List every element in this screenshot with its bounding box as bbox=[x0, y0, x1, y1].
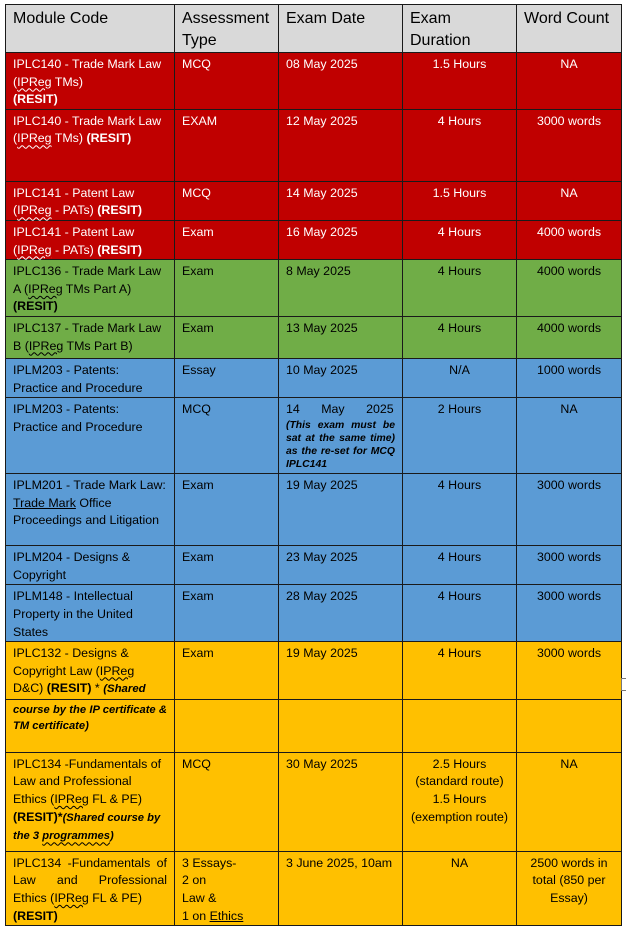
exam-date-cell: 28 May 2025 bbox=[279, 585, 403, 642]
exam-duration-cell: N/A bbox=[403, 358, 517, 397]
word-count-cell: 3000 words bbox=[517, 642, 622, 700]
word-count-cell: 4000 words bbox=[517, 316, 622, 358]
exam-date-cell: 12 May 2025 bbox=[279, 109, 403, 181]
module-cell: IPLM204 - Designs & Copyright bbox=[6, 546, 175, 585]
word-count-cell: 2500 words in total (850 per Essay) bbox=[517, 851, 622, 925]
word-count-cell: NA bbox=[517, 398, 622, 474]
assessment-type-cell: MCQ bbox=[175, 752, 279, 851]
assessment-type-cell: Exam bbox=[175, 546, 279, 585]
table-row bbox=[6, 260, 622, 317]
table-row bbox=[6, 181, 622, 220]
exam-duration-cell: 1.5 Hours bbox=[403, 53, 517, 110]
table-row bbox=[6, 642, 622, 700]
table-row bbox=[6, 851, 622, 925]
exam-duration-cell: 4 Hours bbox=[403, 642, 517, 700]
exam-duration-cell: 4 Hours bbox=[403, 585, 517, 642]
assessment-type-cell: Exam bbox=[175, 642, 279, 700]
exam-date-cell: 16 May 2025 bbox=[279, 220, 403, 259]
exam-date-cell: 30 May 2025 bbox=[279, 752, 403, 851]
assessment-type-cell bbox=[175, 699, 279, 752]
exam-duration-cell: 4 Hours bbox=[403, 474, 517, 546]
module-cell: IPLM203 - Patents: Practice and Procedure bbox=[6, 358, 175, 397]
exam-duration-cell: 2.5 Hours (standard route) 1.5 Hours (exemption route) bbox=[403, 752, 517, 851]
module-cell: IPLC136 - Trade Mark Law A (IPReg TMs Part A) (RESIT) bbox=[6, 260, 175, 317]
module-cell: IPLC132 - Designs & Copyright Law (IPReg D&C) (RESIT) * (Shared bbox=[6, 642, 175, 700]
assessment-type-cell: MCQ bbox=[175, 53, 279, 110]
word-count-cell: 3000 words bbox=[517, 109, 622, 181]
module-cell: IPLC141 - Patent Law (IPReg - PATs) (RESIT) bbox=[6, 220, 175, 259]
exam-date-cell: 8 May 2025 bbox=[279, 260, 403, 317]
table-row bbox=[6, 220, 622, 259]
assessment-type-cell: Exam bbox=[175, 316, 279, 358]
exam-date-cell: 13 May 2025 bbox=[279, 316, 403, 358]
word-count-cell: NA bbox=[517, 752, 622, 851]
header-module-code: Module Code bbox=[6, 5, 175, 53]
exam-date-cell: 3 June 2025, 10am bbox=[279, 851, 403, 925]
module-cell: IPLC134 -Fundamentals of Law and Professional Ethics (IPReg FL & PE) (RESIT)*(Shared course by the 3 programmes) bbox=[6, 752, 175, 851]
exam-duration-cell: 4 Hours bbox=[403, 316, 517, 358]
header-row bbox=[6, 5, 622, 53]
header-assessment-type: Assessment Type bbox=[175, 5, 279, 53]
exam-date-cell: 14 May 2025 (This exam must be sat at the same time) as the re-set for MCQ IPLC141 bbox=[279, 398, 403, 474]
word-count-cell: 1000 words bbox=[517, 358, 622, 397]
module-cell: IPLM203 - Patents: Practice and Procedure bbox=[6, 398, 175, 474]
exam-date-cell: 10 May 2025 bbox=[279, 358, 403, 397]
exam-duration-cell: 4 Hours bbox=[403, 109, 517, 181]
word-count-cell: 4000 words bbox=[517, 220, 622, 259]
table-row bbox=[6, 585, 622, 642]
word-count-cell: NA bbox=[517, 181, 622, 220]
word-count-cell: 3000 words bbox=[517, 474, 622, 546]
table-row bbox=[6, 316, 622, 358]
exam-duration-cell: NA bbox=[403, 851, 517, 925]
text-cursor-marker bbox=[621, 678, 626, 691]
assessment-type-cell: MCQ bbox=[175, 398, 279, 474]
exam-date-cell: 19 May 2025 bbox=[279, 474, 403, 546]
module-cell: IPLM148 - Intellectual Property in the United States bbox=[6, 585, 175, 642]
assessment-type-cell: Exam bbox=[175, 585, 279, 642]
exam-date-cell: 23 May 2025 bbox=[279, 546, 403, 585]
header-exam-duration: Exam Duration bbox=[403, 5, 517, 53]
table-row bbox=[6, 398, 622, 474]
table-row bbox=[6, 752, 622, 851]
exam-schedule-table bbox=[5, 4, 622, 926]
assessment-type-cell: Exam bbox=[175, 220, 279, 259]
table-row bbox=[6, 109, 622, 181]
word-count-cell: 4000 words bbox=[517, 260, 622, 317]
exam-duration-cell: 2 Hours bbox=[403, 398, 517, 474]
assessment-type-cell: MCQ bbox=[175, 181, 279, 220]
exam-duration-cell: 1.5 Hours bbox=[403, 181, 517, 220]
table-row bbox=[6, 474, 622, 546]
exam-date-cell: 14 May 2025 bbox=[279, 181, 403, 220]
module-cell: IPLC137 - Trade Mark Law B (IPReg TMs Part B) bbox=[6, 316, 175, 358]
table-row bbox=[6, 546, 622, 585]
table-row bbox=[6, 53, 622, 110]
assessment-type-cell: Exam bbox=[175, 260, 279, 317]
word-count-cell: NA bbox=[517, 53, 622, 110]
module-cell: IPLC141 - Patent Law (IPReg - PATs) (RESIT) bbox=[6, 181, 175, 220]
table-row bbox=[6, 699, 622, 752]
header-word-count: Word Count bbox=[517, 5, 622, 53]
word-count-cell: 3000 words bbox=[517, 585, 622, 642]
table-row bbox=[6, 358, 622, 397]
header-exam-date: Exam Date bbox=[279, 5, 403, 53]
exam-date-cell: 08 May 2025 bbox=[279, 53, 403, 110]
assessment-type-cell: 3 Essays- 2 on Law & 1 on Ethics bbox=[175, 851, 279, 925]
module-cell: IPLC140 - Trade Mark Law (IPReg TMs) (RESIT) bbox=[6, 53, 175, 110]
module-cell: IPLC134 -Fundamentals of Law and Professional Ethics (IPReg FL & PE) (RESIT) bbox=[6, 851, 175, 925]
assessment-type-cell: EXAM bbox=[175, 109, 279, 181]
exam-date-cell bbox=[279, 699, 403, 752]
word-count-cell bbox=[517, 699, 622, 752]
exam-duration-cell: 4 Hours bbox=[403, 546, 517, 585]
assessment-type-cell: Essay bbox=[175, 358, 279, 397]
exam-date-note: (This exam must be sat at the same time) as the re-set for MCQ IPLC141 bbox=[286, 419, 395, 470]
word-count-cell: 3000 words bbox=[517, 546, 622, 585]
exam-duration-cell: 4 Hours bbox=[403, 260, 517, 317]
assessment-type-cell: Exam bbox=[175, 474, 279, 546]
exam-duration-cell bbox=[403, 699, 517, 752]
module-cell: IPLM201 - Trade Mark Law: Trade Mark Office Proceedings and Litigation bbox=[6, 474, 175, 546]
exam-duration-cell: 4 Hours bbox=[403, 220, 517, 259]
exam-date-cell: 19 May 2025 bbox=[279, 642, 403, 700]
module-cell: IPLC140 - Trade Mark Law (IPReg TMs) (RESIT) bbox=[6, 109, 175, 181]
module-cell: course by the IP certificate & TM certificate) bbox=[6, 699, 175, 752]
